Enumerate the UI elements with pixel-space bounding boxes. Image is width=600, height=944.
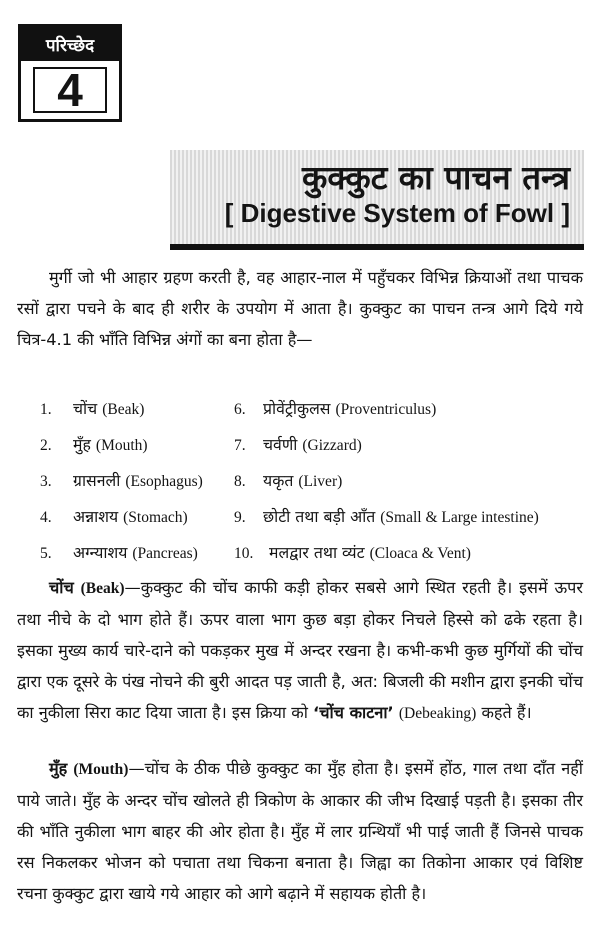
intro-paragraph: मुर्गी जो भी आहार ग्रहण करती है, वह आहार-नाल में पहुँचकर विभिन्न क्रियाओं तथा पाचक रसों द्वारा पचने के बाद ही शरीर के उपयोग में आता है। कुक्कुट का पाचन तन्त्र आगे दिये गये चित्र-4.1 की भाँति विभिन्न अंगों का बना होता है—: [17, 268, 583, 349]
digestive-parts-list: [40, 394, 600, 574]
chapter-number: 4: [57, 64, 83, 116]
list-item: 10. मलद्वार तथा व्यंट (Cloaca & Vent): [234, 543, 471, 562]
mouth-term-english: (Mouth): [73, 761, 129, 778]
list-item: 5. अग्न्याशय (Pancreas): [40, 543, 198, 562]
list-item: 9. छोटी तथा बड़ी आँत (Small & Large intestine): [234, 507, 539, 526]
mouth-term: मुँह: [49, 759, 68, 778]
mouth-text: —चोंच के ठीक पीछे कुक्कुट का मुँह होता है। इसमें होंठ, गाल तथा दाँत नहीं पाये जाते। मुँह के अन्दर चोंच खोलते ही त्रिकोण के आकार की जीभ दिखाई पड़ती है। इसका तीर की भाँति नुकीला भाग बाहर की ओर होता है। मुँह में लार ग्रन्थियाँ भी पाई जाती हैं जिनसे पाचक रस निकलकर भोजन को पचाता तथा चिकना बनाता है। जिह्वा का तिकोना आकार एवं विशिष्ट रचना कुक्कुट द्वारा खाये गये आहार को आगे बढ़ाने में सहायक होती है।: [17, 759, 583, 903]
beak-paragraph: [17, 572, 583, 729]
chapter-title-hindi: कुक्कुट का पाचन तन्त्र: [302, 158, 570, 197]
beak-term: चोंच: [49, 578, 74, 597]
chapter-box: [18, 24, 122, 122]
chapter-label: परिच्छेद: [21, 27, 119, 61]
beak-term-english: (Beak): [80, 580, 125, 597]
chapter-title-band: [170, 150, 584, 250]
list-item: 2. मुँह (Mouth): [40, 435, 148, 454]
list-item: 8. यकृत (Liver): [234, 471, 343, 490]
debeaking-term: ‘चोंच काटना’: [313, 703, 394, 722]
beak-text-tail: कहते हैं।: [481, 703, 532, 722]
beak-text: —कुक्कुट की चोंच काफी कड़ी होकर सबसे आगे स्थित रहती है। इसमें ऊपर तथा नीचे के दो भाग होते हैं। ऊपर वाला भाग कुछ बड़ा होकर निचले हिस्से को ढके रहता है। इसका मुख्य कार्य चारे-दाने को पकड़कर मुख में अन्दर रखना है। कभी-कभी कुछ मुर्गियों की चोंच द्वारा एक दूसरे के पंख नोचने की बुरी आदत पड़ जाती है, अत: बिजली की मशीन द्वारा इनकी चोंच का नुकीला सिरा काट दिया जाता है। इस क्रिया को: [17, 578, 583, 722]
list-item: 7. चर्वणी (Gizzard): [234, 435, 362, 454]
chapter-title-english: [ Digestive System of Fowl ]: [224, 198, 570, 228]
list-item: 1. चोंच (Beak): [40, 399, 145, 418]
list-item: 6. प्रोवेंट्रीकुलस (Proventriculus): [234, 399, 437, 418]
chapter-number-frame: [33, 64, 107, 116]
list-item: 3. ग्रासनली (Esophagus): [40, 471, 203, 490]
list-item: 4. अन्नाशय (Stomach): [40, 507, 188, 526]
mouth-paragraph: [17, 753, 583, 909]
debeaking-term-english: (Debeaking): [398, 705, 477, 722]
